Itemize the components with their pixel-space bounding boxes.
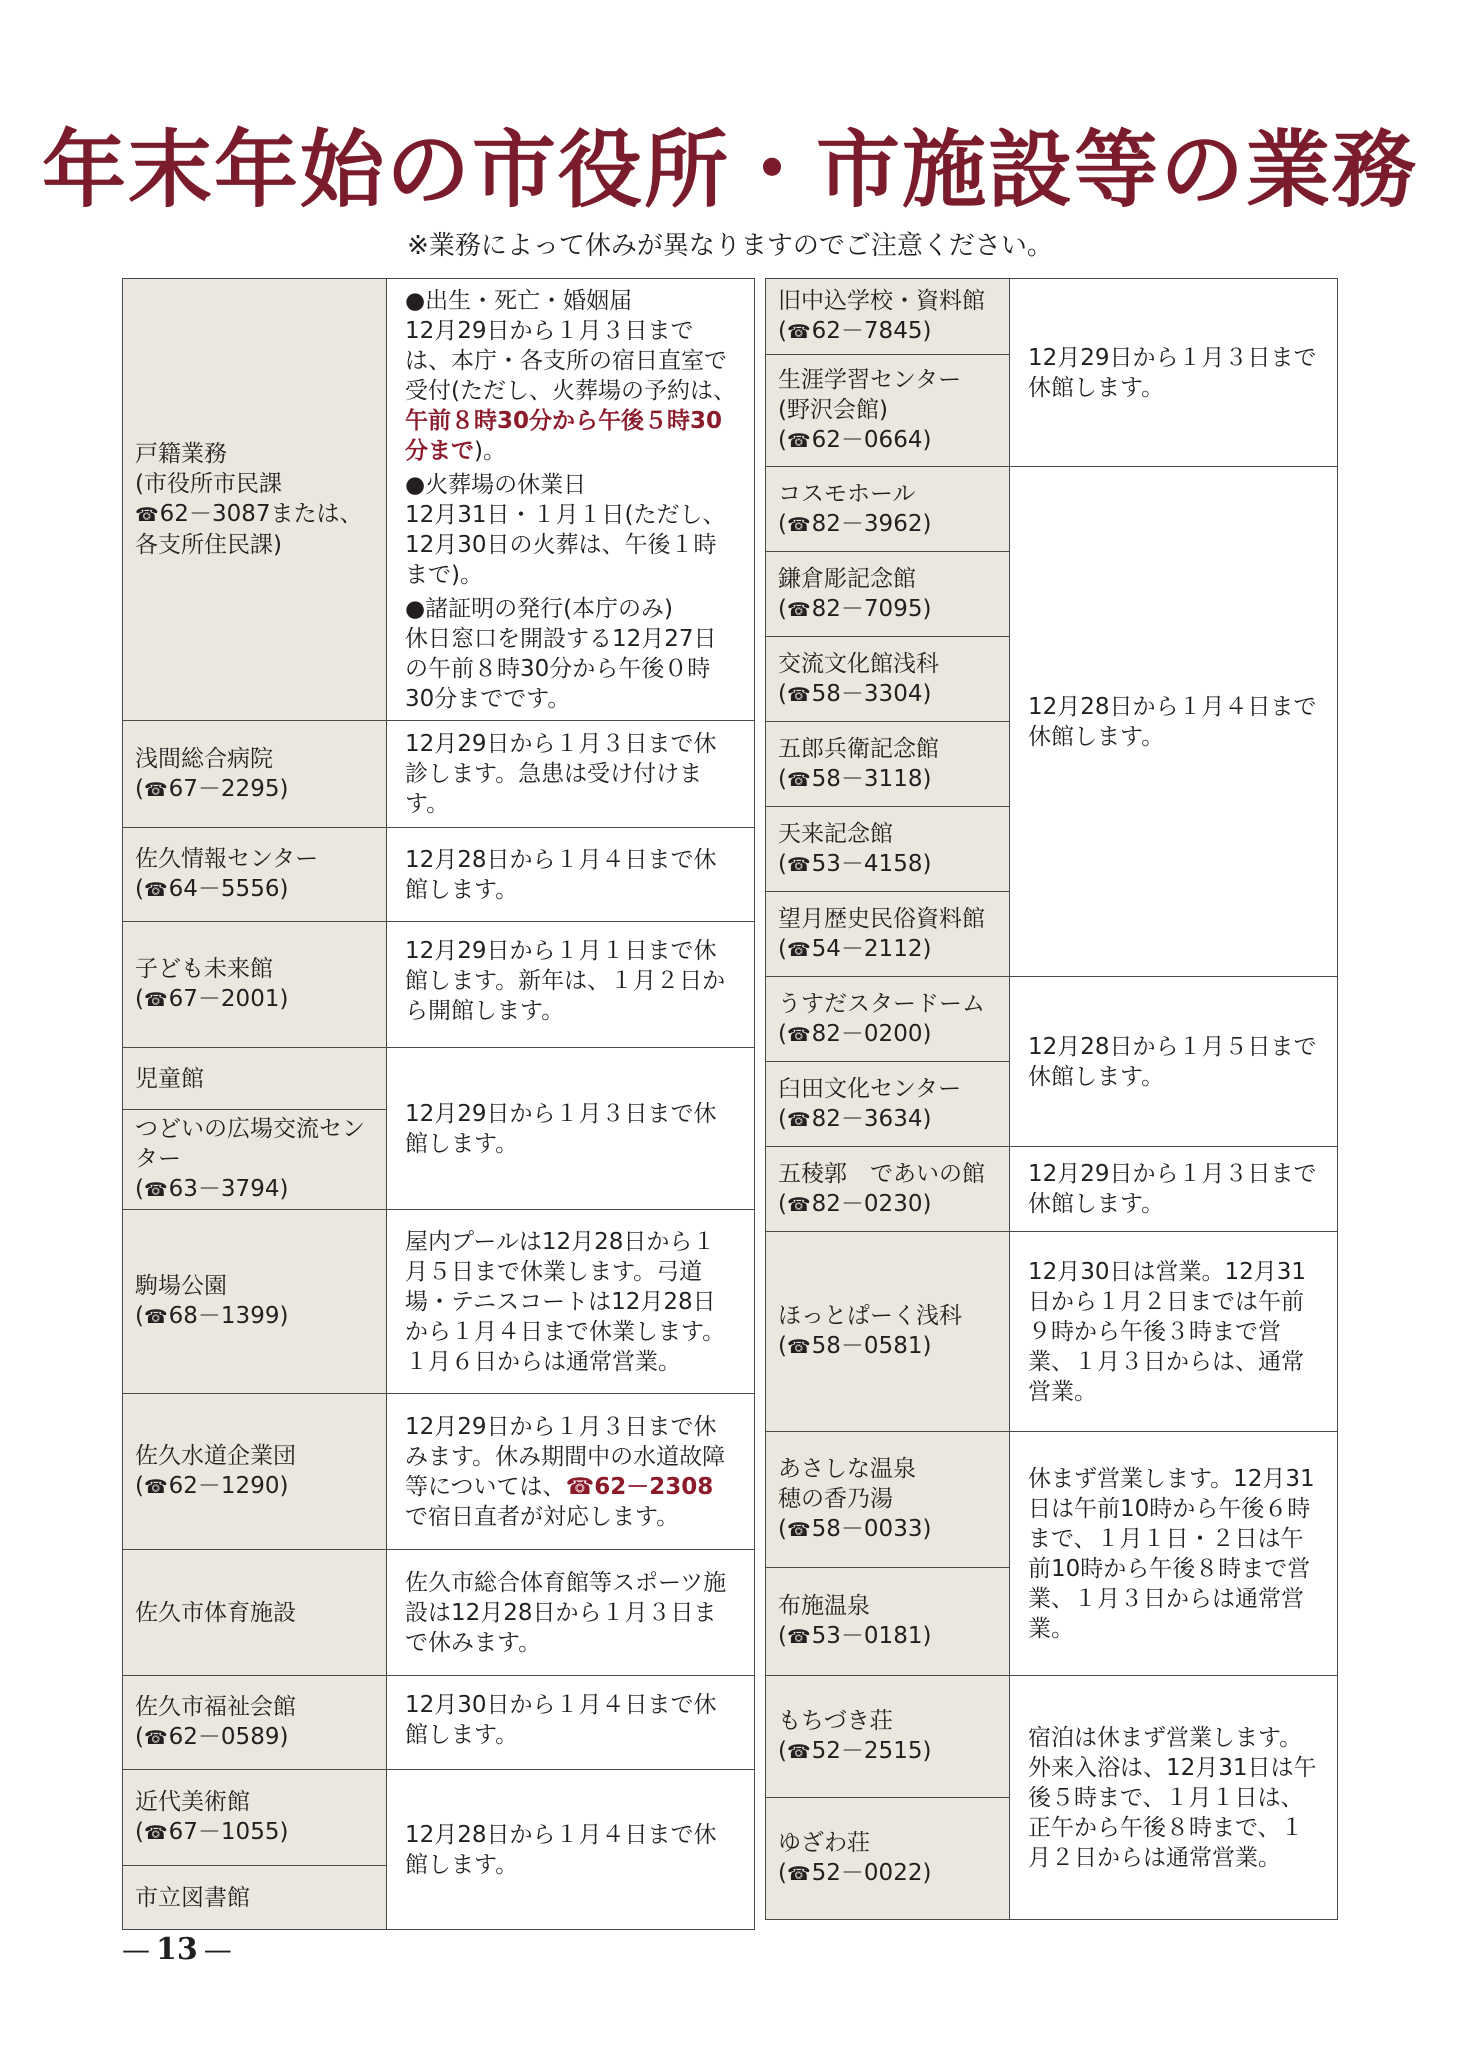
facility-name-cell: あさしな温泉 穂の香乃湯 (☎58－0033) (766, 1432, 1010, 1568)
facility-name: 天来記念館 (778, 820, 893, 847)
desc-heading: ●火葬場の休業日 (405, 471, 587, 498)
facility-name-cell: 佐久情報センター (☎64－5556) (123, 828, 387, 922)
facility-name-cell (123, 279, 387, 721)
facility-sub: (野沢会館) (778, 397, 888, 423)
phone-icon: ☎ (143, 989, 168, 1011)
phone-icon: ☎ (786, 683, 811, 706)
table-row (766, 279, 1338, 355)
facility-name: 市立図書館 (135, 1884, 250, 1911)
facility-name: 鎌倉彫記念館 (778, 565, 916, 592)
table-row (766, 1432, 1338, 1568)
facility-name-cell: 駒場公園 (☎68－1399) (123, 1210, 387, 1394)
page-subtitle: ※業務によって休みが異なりますのでご注意ください。 (407, 231, 1053, 261)
page-title: 年末年始の市役所・市施設等の業務 (41, 120, 1418, 219)
facility-name-cell: ゆざわ荘 (☎52－0022) (766, 1798, 1010, 1920)
phone-icon: ☎ (135, 504, 159, 526)
facility-name-cell: 五稜郭 であいの館 (☎82－0230) (766, 1147, 1010, 1232)
facility-phone: 62－0664 (811, 427, 923, 453)
desc-text: 12月29日から１月３日までは、本庁・各支所の宿日直室で受付(ただし、火葬場の予約は、 (405, 317, 736, 404)
facility-name: コスモホール (778, 480, 916, 507)
facility-phone: 58－3304 (811, 680, 923, 707)
facility-phone: 68－1399 (168, 1303, 280, 1329)
facility-name-cell: つどいの広場交流センター (☎63－3794) (123, 1110, 387, 1210)
facility-name-cell: 臼田文化センター (☎82－3634) (766, 1062, 1010, 1147)
right-schedule-table (765, 278, 1338, 1920)
facility-name-cell: 浅間総合病院 (☎67－2295) (123, 721, 387, 828)
table-row (766, 1147, 1338, 1232)
facility-phone: 64－5556 (168, 876, 280, 902)
phone-icon: ☎ (786, 1108, 811, 1131)
phone-icon: ☎ (786, 1626, 811, 1648)
desc-text: 12月29日から１月３日まで休みます。休み期間中の水道故障等については、 (405, 1413, 726, 1500)
phone-icon: ☎ (786, 1023, 811, 1046)
facility-name: 望月歴史民俗資料館 (778, 905, 985, 932)
desc-text: で宿日直者が対応します。 (405, 1503, 680, 1530)
page-number-value: 13 (156, 1932, 198, 1967)
desc-accent: 午前８時30分から午後５時30分まで (405, 407, 723, 464)
facility-phone: 82－3634 (811, 1105, 923, 1132)
facility-name-cell: ほっとぱーく浅科 (☎58－0581) (766, 1232, 1010, 1432)
page-number: — 13 — (122, 1932, 232, 1967)
table-row (123, 1550, 755, 1676)
facility-phone: 62－3087または、 (159, 501, 363, 527)
table-row (123, 1394, 755, 1550)
facility-name-cell: 五郎兵衛記念館 (☎58－3118) (766, 722, 1010, 807)
facility-desc: 12月29日から１月１日まで休館します。新年は、１月２日から開館します。 (387, 922, 755, 1048)
facility-sub: 穂の香乃湯 (778, 1486, 893, 1512)
facility-name: 児童館 (135, 1065, 204, 1092)
facility-desc: 12月28日から１月４日まで休館します。 (1010, 467, 1338, 977)
facility-desc: 佐久市総合体育館等スポーツ施設は12月28日から１月３日まで休みます。 (387, 1550, 755, 1676)
table-row (766, 1232, 1338, 1432)
facility-phone: 54－2112 (811, 935, 923, 962)
facility-desc: 12月28日から１月４日まで休館します。 (387, 1770, 755, 1930)
phone-icon: ☎ (786, 1336, 811, 1358)
table-row (123, 922, 755, 1048)
facility-phone: 53－0181 (811, 1623, 923, 1649)
facility-desc: 12月30日から１月４日まで休館します。 (387, 1676, 755, 1770)
facility-desc: 12月28日から１月５日まで休館します。 (1010, 977, 1338, 1147)
desc-text: )。 (474, 437, 506, 464)
facility-desc: 12月30日は営業。12月31日から１月２日までは午前９時から午後３時まで営業、１月３日からは、通常営業。 (1010, 1232, 1338, 1432)
facility-desc-cell (387, 279, 755, 721)
facility-phone: 52－2515 (811, 1738, 923, 1764)
facility-name-cell (123, 1048, 387, 1110)
table-row (123, 279, 755, 721)
facility-name-cell: 天来記念館 (☎53－4158) (766, 807, 1010, 892)
facility-name-cell: 旧中込学校・資料館 (☎62－7845) (766, 279, 1010, 355)
phone-icon: ☎ (786, 598, 811, 621)
phone-icon: ☎ (143, 1179, 168, 1201)
facility-phone: 62－0589 (168, 1724, 280, 1750)
desc-heading: ●出生・死亡・婚姻届 (405, 287, 633, 314)
facility-name: つどいの広場交流センター (135, 1116, 365, 1172)
facility-name-cell: コスモホール (☎82－3962) (766, 467, 1010, 552)
facility-desc: 屋内プールは12月28日から１月５日まで休業します。弓道場・テニスコートは12月28日から１月４日まで休業します。１月６日からは通常営業。 (387, 1210, 755, 1394)
left-schedule-table (122, 278, 755, 1930)
facility-phone: 67－2001 (168, 986, 280, 1012)
facility-desc-cell (387, 1394, 755, 1550)
facility-desc: 12月29日から１月３日まで休館します。 (1010, 279, 1338, 467)
facility-phone: 67－1055 (168, 1819, 280, 1845)
facility-sub: (市役所市民課 (135, 471, 282, 497)
facility-name: 旧中込学校・資料館 (778, 288, 985, 314)
phone-icon: ☎ (143, 1727, 168, 1749)
facility-name: 五稜郭 であいの館 (778, 1160, 985, 1187)
table-row (123, 721, 755, 828)
facility-name-cell: 近代美術館 (☎67－1055) (123, 1770, 387, 1866)
facility-name: 交流文化館浅科 (778, 650, 939, 677)
desc-accent-phone: ☎62－2308 (565, 1473, 714, 1500)
facility-name-cell: うすだスタードーム (☎82－0200) (766, 977, 1010, 1062)
table-row (123, 1676, 755, 1770)
facility-name-cell: 布施温泉 (☎53－0181) (766, 1568, 1010, 1676)
facility-phone: 62－7845 (811, 318, 923, 344)
table-row (123, 1770, 755, 1866)
facility-name-cell: もちづき荘 (☎52－2515) (766, 1676, 1010, 1798)
facility-phone: 62－1290 (168, 1473, 280, 1499)
table-row (766, 467, 1338, 552)
facility-name: ゆざわ荘 (778, 1830, 870, 1856)
facility-phone: 52－0022 (811, 1860, 923, 1886)
facility-name: 布施温泉 (778, 1593, 870, 1619)
facility-desc: 宿泊は休まず営業します。外来入浴は、12月31日は午後５時まで、１月１日は、正午から午後８時まで、１月２日からは通常営業。 (1010, 1676, 1338, 1920)
facility-name: 五郎兵衛記念館 (778, 735, 939, 762)
table-row (123, 1210, 755, 1394)
phone-icon: ☎ (786, 513, 811, 536)
facility-name-cell: 生涯学習センター (野沢会館) (☎62－0664) (766, 355, 1010, 467)
facility-name-cell (123, 1866, 387, 1930)
facility-phone: 53－4158 (811, 850, 923, 877)
facility-name: 駒場公園 (135, 1273, 227, 1299)
facility-desc: 12月28日から１月４日まで休館します。 (387, 828, 755, 922)
facility-name: 近代美術館 (135, 1789, 250, 1815)
desc-heading: ●諸証明の発行(本庁のみ) (405, 595, 674, 622)
phone-icon: ☎ (143, 1476, 168, 1498)
facility-phone: 82－7095 (811, 595, 923, 622)
facility-phone: 82－0200 (811, 1020, 923, 1047)
facility-phone: 67－2295 (168, 775, 280, 802)
facility-desc: 12月29日から１月３日まで休館します。 (1010, 1147, 1338, 1232)
facility-name-cell: 子ども未来館 (☎67－2001) (123, 922, 387, 1048)
facility-name: 子ども未来館 (135, 956, 273, 982)
facility-name: もちづき荘 (778, 1708, 893, 1734)
facility-name: 浅間総合病院 (135, 745, 273, 772)
facility-desc: 休まず営業します。12月31日は午前10時から午後６時まで、１月１日・２日は午前10時から午後８時まで営業、１月３日からは通常営業。 (1010, 1432, 1338, 1676)
facility-phone: 82－0230 (811, 1190, 923, 1217)
facility-name-cell: 佐久水道企業団 (☎62－1290) (123, 1394, 387, 1550)
facility-name-cell: 鎌倉彫記念館 (☎82－7095) (766, 552, 1010, 637)
phone-icon: ☎ (786, 321, 811, 343)
phone-icon: ☎ (143, 1306, 168, 1328)
facility-name: あさしな温泉 (778, 1456, 916, 1482)
table-row (123, 828, 755, 922)
phone-icon: ☎ (786, 1741, 811, 1763)
facility-name: 生涯学習センター (778, 367, 962, 393)
facility-name-cell: 交流文化館浅科 (☎58－3304) (766, 637, 1010, 722)
facility-name: 佐久市福祉会館 (135, 1694, 296, 1720)
phone-icon: ☎ (786, 1519, 811, 1541)
facility-phone: 63－3794 (168, 1176, 280, 1202)
phone-icon: ☎ (786, 938, 811, 961)
facility-name: 戸籍業務 (135, 441, 227, 467)
phone-icon: ☎ (786, 768, 811, 791)
phone-icon: ☎ (786, 1863, 811, 1885)
facility-phone: 58－3118 (811, 765, 923, 792)
phone-icon: ☎ (786, 1193, 811, 1216)
facility-name: うすだスタードーム (778, 990, 985, 1017)
facility-name: 佐久市体育施設 (135, 1599, 296, 1626)
phone-icon: ☎ (786, 853, 811, 876)
facility-desc: 12月29日から１月３日まで休診します。急患は受け付けます。 (387, 721, 755, 828)
phone-icon: ☎ (786, 430, 811, 452)
facility-name-cell: 佐久市福祉会館 (☎62－0589) (123, 1676, 387, 1770)
phone-icon: ☎ (143, 778, 168, 801)
facility-name: 佐久水道企業団 (135, 1443, 296, 1469)
facility-phone: 58－0033 (811, 1516, 923, 1542)
facility-desc: 12月29日から１月３日まで休館します。 (387, 1048, 755, 1210)
table-row (123, 1048, 755, 1110)
facility-name-cell: 望月歴史民俗資料館 (☎54－2112) (766, 892, 1010, 977)
facility-phone: 58－0581 (811, 1333, 923, 1359)
desc-text: 休日窓口を開設する12月27日の午前８時30分から午後０時30分までです。 (405, 625, 717, 712)
facility-sub: 各支所住民課) (135, 532, 282, 558)
facility-name: 佐久情報センター (135, 846, 319, 872)
facility-name-cell (123, 1550, 387, 1676)
desc-text: 12月31日・１月１日(ただし、12月30日の火葬は、午後１時まで)。 (405, 501, 726, 588)
phone-icon: ☎ (143, 879, 168, 901)
table-row (766, 1676, 1338, 1798)
facility-phone: 82－3962 (811, 510, 923, 537)
facility-name: 臼田文化センター (778, 1075, 962, 1102)
facility-name: ほっとぱーく浅科 (778, 1303, 962, 1329)
phone-icon: ☎ (143, 1822, 168, 1844)
table-row (766, 977, 1338, 1062)
